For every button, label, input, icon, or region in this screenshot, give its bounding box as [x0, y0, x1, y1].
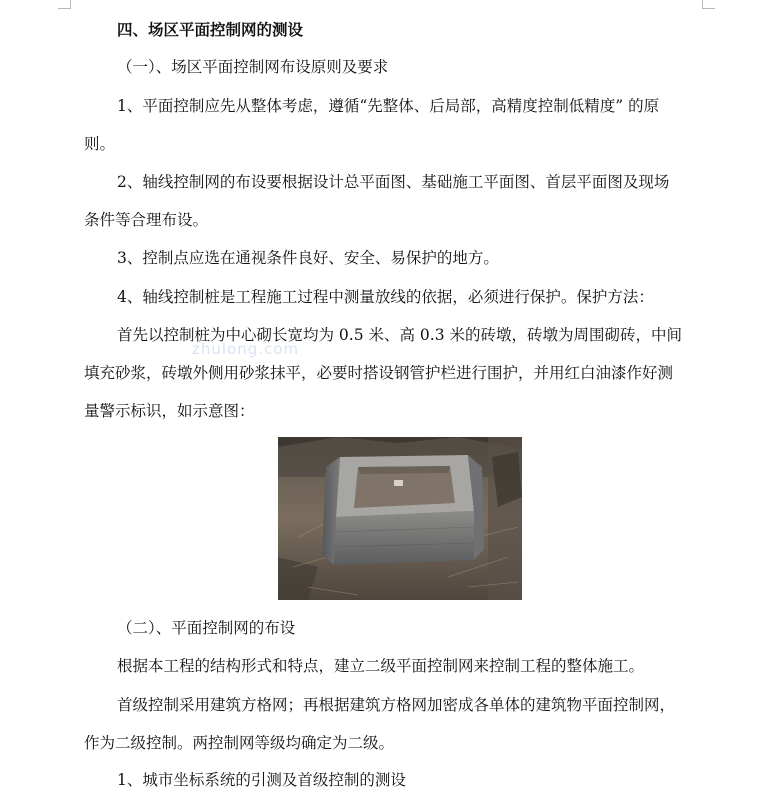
paragraph-7-line-2: 作为二级控制。两控制网等级均确定为二级。: [84, 734, 395, 752]
paragraph-3-line-1: 3、控制点应选在通视条件良好、安全、易保护的地方。: [117, 249, 499, 267]
paragraph-6-line-1: 根据本工程的结构形式和特点，建立二级平面控制网来控制工程的整体施工。: [117, 657, 645, 675]
paragraph-8-line-1: 1、城市坐标系统的引测及首级控制的测设: [117, 771, 406, 789]
subsection-title-1: （一）、场区平面控制网布设原则及要求: [117, 58, 389, 76]
watermark-text: zhulong.com: [192, 340, 300, 358]
paragraph-7-line-1: 首级控制采用建筑方格网；再根据建筑方格网加密成各单体的建筑物平面控制网，: [117, 696, 676, 714]
brick-pier-illustration: [278, 437, 522, 600]
paragraph-2-line-1: 2、轴线控制网的布设要根据设计总平面图、基础施工平面图、首层平面图及现场: [117, 173, 670, 191]
paragraph-5-line-2: 填充砂浆，砖墩外侧用砂浆抹平，必要时搭设钢管护栏进行围护，并用红白油漆作好测: [84, 364, 674, 382]
brick-pier-photo: [278, 437, 522, 600]
subsection-title-2: （二）、平面控制网的布设: [117, 619, 296, 637]
paragraph-5-line-3: 量警示标识，如示意图：: [84, 402, 255, 420]
paragraph-4-line-1: 4、轴线控制桩是工程施工过程中测量放线的依据，必须进行保护。保护方法：: [117, 288, 654, 306]
paragraph-5-line-1: 首先以控制桩为中心砌长宽均为 0.5 米、高 0.3 米的砖墩，砖墩为周围砌砖，中间: [117, 326, 683, 344]
paragraph-2-line-2: 条件等合理布设。: [84, 211, 209, 229]
paragraph-1-line-1: 1、平面控制应先从整体考虑，遵循“先整体、后局部，高精度控制低精度” 的原: [117, 97, 660, 115]
paragraph-1-line-2: 则。: [84, 135, 116, 153]
section-heading: 四、场区平面控制网的测设: [117, 20, 304, 39]
page-corner-mark-left: [58, 0, 71, 9]
page-corner-mark-right: [702, 0, 715, 9]
